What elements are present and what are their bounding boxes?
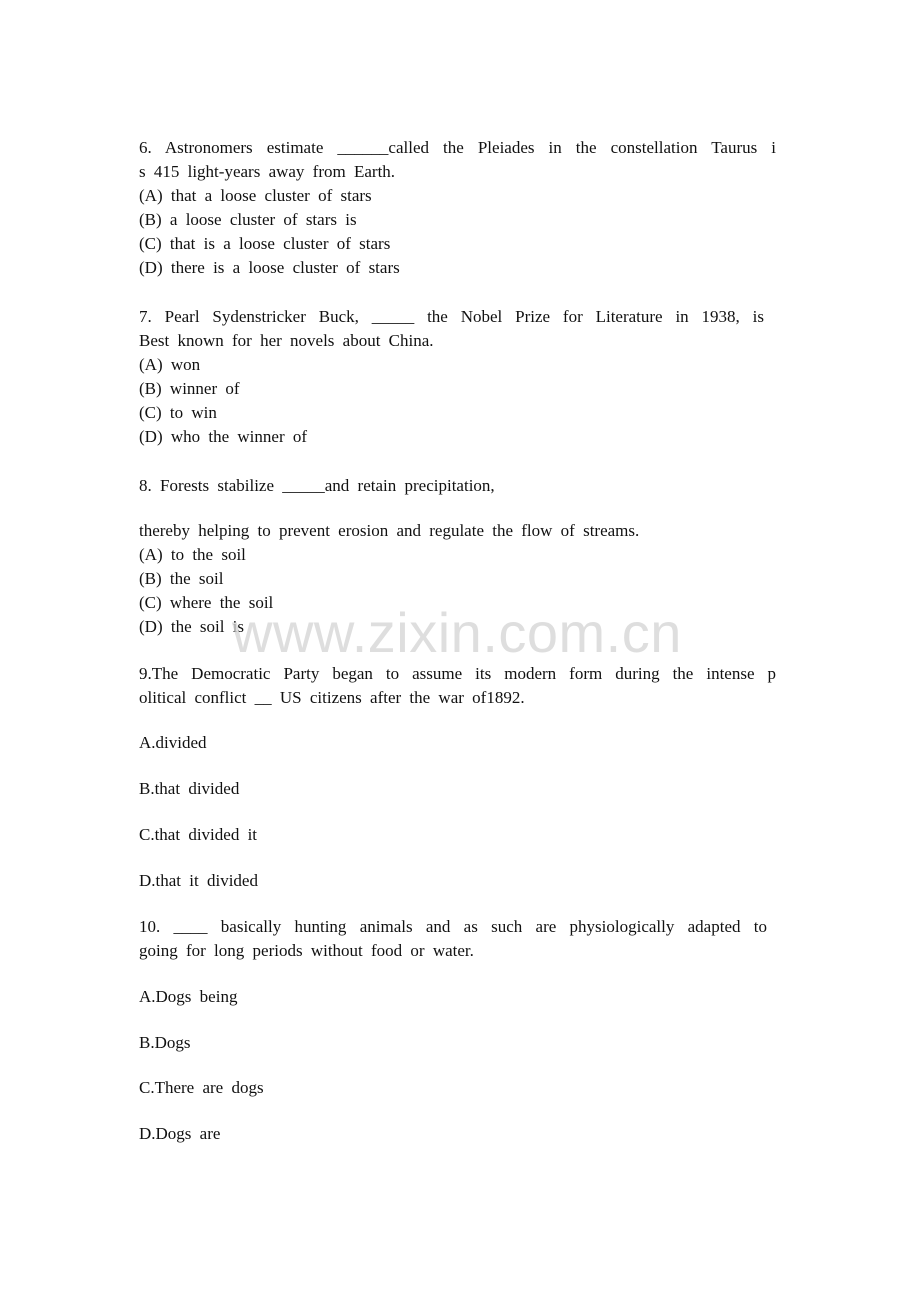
q6-stem-line-2: s 415 light-years away from Earth. <box>139 162 396 181</box>
q8-stem-line-2: thereby helping to prevent erosion and regulate the flow of streams. <box>139 521 640 540</box>
q7-option-d: (D) who the winner of <box>139 427 308 446</box>
q10-option-b: B.Dogs <box>139 1033 191 1052</box>
q10-option-d: D.Dogs are <box>139 1124 221 1143</box>
q10-stem-line-1: 10. ____ basically hunting animals and as such are physiologically adapted to <box>139 917 767 936</box>
q8-stem-line-1: 8. Forests stabilize _____and retain precipitation, <box>139 476 495 495</box>
q9-stem-line-1: 9.The Democratic Party began to assume its modern form during the intense p <box>139 664 776 683</box>
watermark: www.zixin.com.cn <box>232 601 682 664</box>
q8-option-c: (C) where the soil <box>139 593 274 612</box>
q8-option-b: (B) the soil <box>139 569 224 588</box>
q7-option-b: (B) winner of <box>139 379 240 398</box>
q9-option-c: C.that divided it <box>139 825 258 844</box>
q6-option-d: (D) there is a loose cluster of stars <box>139 258 400 277</box>
q8-option-d: (D) the soil is <box>139 617 245 636</box>
q7-stem-line-2: Best known for her novels about China. <box>139 331 434 350</box>
q10-stem-line-2: going for long periods without food or water. <box>139 941 474 960</box>
q8-option-a: (A) to the soil <box>139 545 246 564</box>
q7-stem-line-1: 7. Pearl Sydenstricker Buck, _____ the Nobel Prize for Literature in 1938, is <box>139 307 764 326</box>
q6-stem-line-1: 6. Astronomers estimate ______called the Pleiades in the constellation Taurus i <box>139 138 776 157</box>
q9-option-b: B.that divided <box>139 779 240 798</box>
q10-option-c: C.There are dogs <box>139 1078 264 1097</box>
q9-option-d: D.that it divided <box>139 871 258 890</box>
q6-option-b: (B) a loose cluster of stars is <box>139 210 357 229</box>
q9-stem-line-2: olitical conflict __ US citizens after the war of1892. <box>139 688 525 707</box>
q6-option-a: (A) that a loose cluster of stars <box>139 186 372 205</box>
q6-option-c: (C) that is a loose cluster of stars <box>139 234 391 253</box>
q10-option-a: A.Dogs being <box>139 987 238 1006</box>
q9-option-a: A.divided <box>139 733 207 752</box>
q7-option-c: (C) to win <box>139 403 217 422</box>
q7-option-a: (A) won <box>139 355 201 374</box>
